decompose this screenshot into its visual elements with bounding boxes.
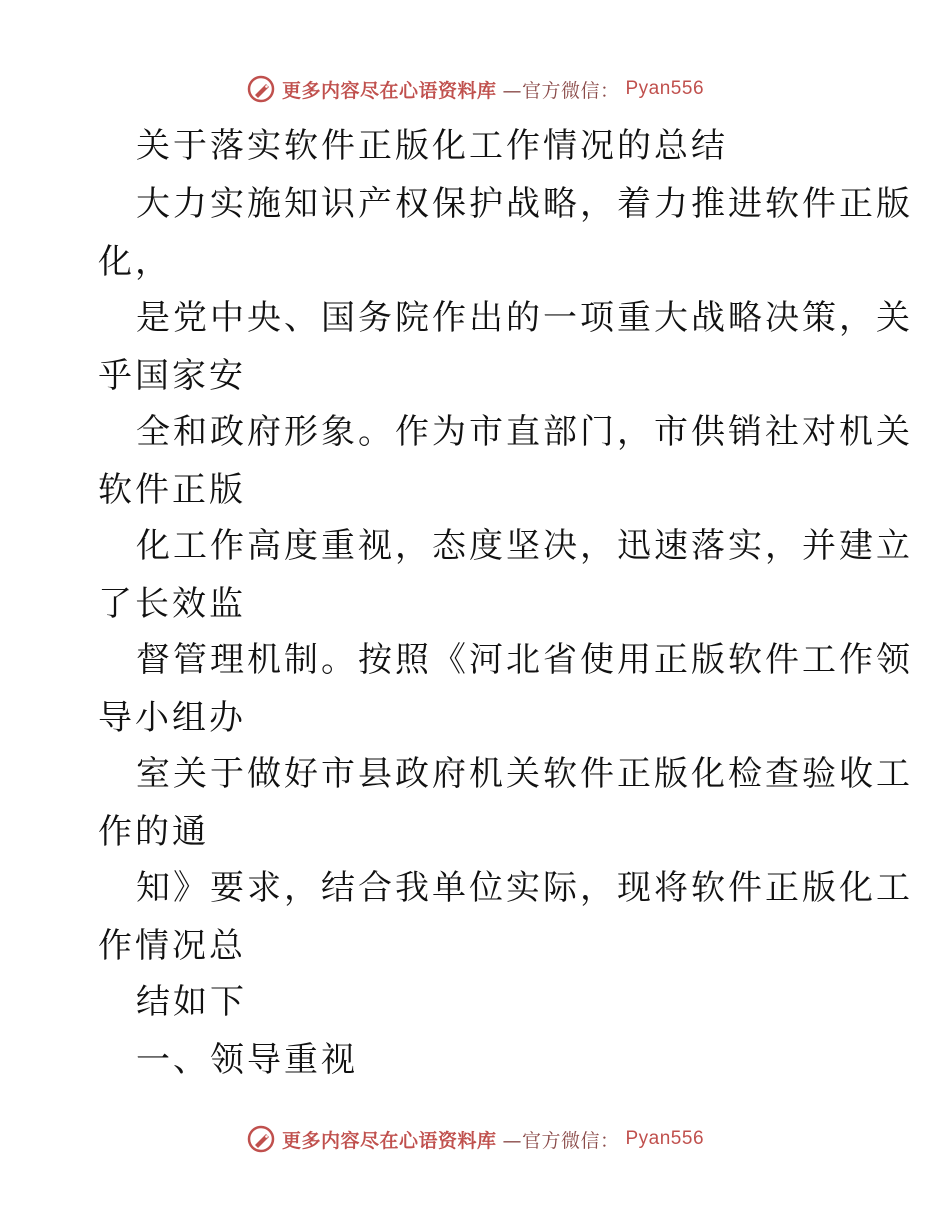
- watermark-sub-text: —官方微信：: [502, 1129, 620, 1152]
- paragraph-line: 是党中央、国务院作出的一项重大战略决策，关: [136, 298, 913, 338]
- footer-watermark: [0, 1124, 950, 1154]
- paragraph-line: 知》要求，结合我单位实际，现将软件正版化工: [136, 868, 913, 908]
- pen-nib-circle-icon: [246, 74, 276, 104]
- paragraph-line: 室关于做好市县政府机关软件正版化检查验收工: [136, 754, 913, 794]
- paragraph-line: 化，: [98, 242, 172, 282]
- paragraph-line: 乎国家安: [98, 356, 246, 396]
- header-watermark: [0, 74, 950, 104]
- paragraph-line: 软件正版: [98, 470, 246, 510]
- watermark-sub-text: —官方微信：: [502, 79, 620, 102]
- watermark-wechat-id: Pyan556: [625, 1128, 705, 1149]
- watermark-main-text: 更多内容尽在心语资料库: [281, 79, 497, 102]
- watermark-main-text: 更多内容尽在心语资料库: [281, 1129, 497, 1152]
- document-body: [98, 124, 913, 1096]
- paragraph-line: 导小组办: [98, 698, 246, 738]
- paragraph-line: 化工作高度重视，态度坚决，迅速落实，并建立: [136, 526, 913, 566]
- paragraph-line: 大力实施知识产权保护战略，着力推进软件正版: [136, 184, 913, 224]
- section-heading: 一、领导重视: [136, 1040, 358, 1080]
- paragraph-line: 作情况总: [98, 926, 246, 966]
- paragraph-line: 督管理机制。按照《河北省使用正版软件工作领: [136, 640, 913, 680]
- paragraph-line: 结如下: [136, 982, 247, 1022]
- document-title: 关于落实软件正版化工作情况的总结: [136, 126, 728, 166]
- paragraph-line: 全和政府形象。作为市直部门，市供销社对机关: [136, 412, 913, 452]
- watermark-wechat-id: Pyan556: [625, 78, 705, 99]
- paragraph-line: 了长效监: [98, 584, 246, 624]
- pen-nib-circle-icon: [246, 1124, 276, 1154]
- paragraph-line: 作的通: [98, 812, 209, 852]
